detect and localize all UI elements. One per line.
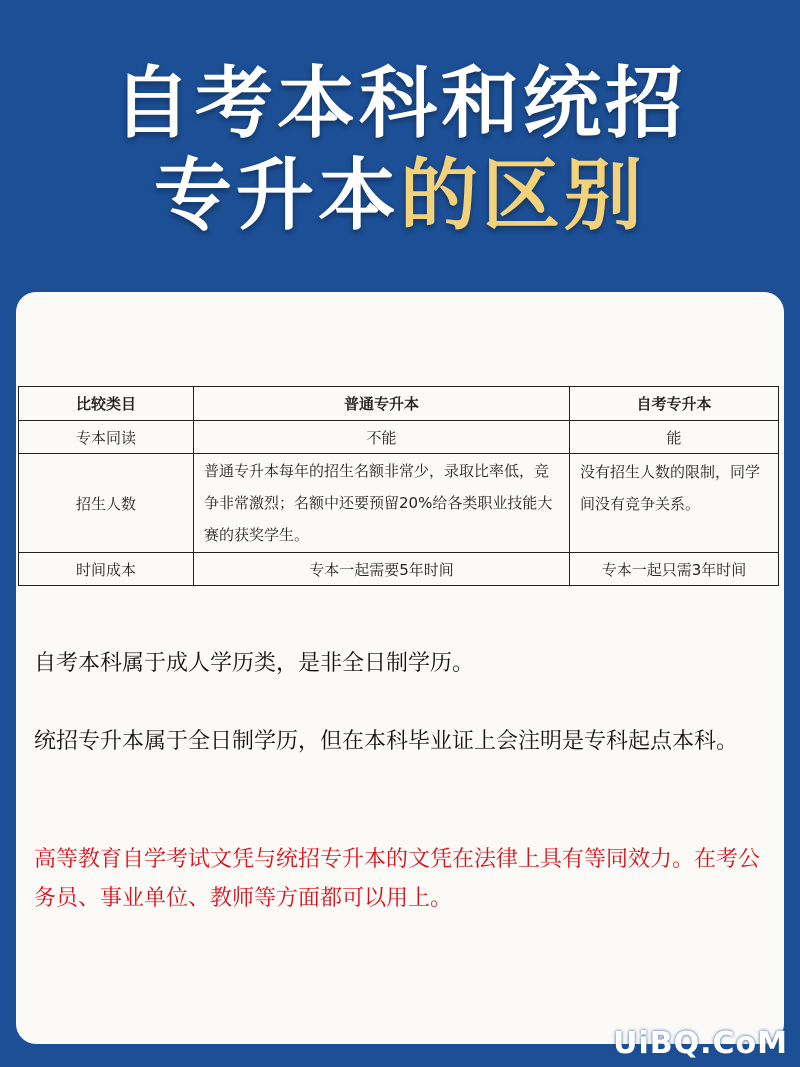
- table-row: [19, 454, 779, 553]
- table-cell: 不能: [194, 421, 570, 454]
- paragraph-legal-equivalence: 高等教育自学考试文凭与统招专升本的文凭在法律上具有等同效力。在考公务员、事业单位、教师等方面都可以用上。: [34, 847, 761, 911]
- content-card: [16, 292, 784, 1044]
- table-row: [19, 553, 779, 586]
- table-header: 普通专升本: [194, 387, 570, 421]
- table-header: 比较类目: [19, 387, 194, 421]
- watermark: UiBQ.CoM: [613, 1026, 788, 1061]
- table-header: 自考专升本: [570, 387, 779, 421]
- paragraph-unified-enrollment: 统招专升本属于全日制学历，但在本科毕业证上会注明是专科起点本科。: [34, 729, 739, 754]
- table-header-row: [19, 387, 779, 421]
- table-cell: 招生人数: [19, 454, 194, 553]
- title-line-1: 自考本科和统招: [112, 59, 687, 149]
- table-cell: 没有招生人数的限制，同学间没有竞争关系。: [570, 454, 779, 553]
- title-line-2: [0, 150, 800, 242]
- table-row: [19, 421, 779, 454]
- title-line-2-highlight: 的区别: [400, 151, 647, 241]
- paragraph-self-study: 自考本科属于成人学历类，是非全日制学历。: [34, 651, 475, 676]
- table-cell: 专本一起只需3年时间: [570, 553, 779, 586]
- table-cell: 能: [570, 421, 779, 454]
- table-cell: 专本一起需要5年时间: [194, 553, 570, 586]
- table-cell: 普通专升本每年的招生名额非常少，录取比率低，竞争非常激烈；名额中还要预留20%给各类职业技能大赛的获奖学生。: [194, 454, 570, 553]
- table-cell: 时间成本: [19, 553, 194, 586]
- table-cell: 专本同读: [19, 421, 194, 454]
- title-line-2-main: 专升本: [153, 151, 400, 241]
- comparison-table: [18, 386, 779, 586]
